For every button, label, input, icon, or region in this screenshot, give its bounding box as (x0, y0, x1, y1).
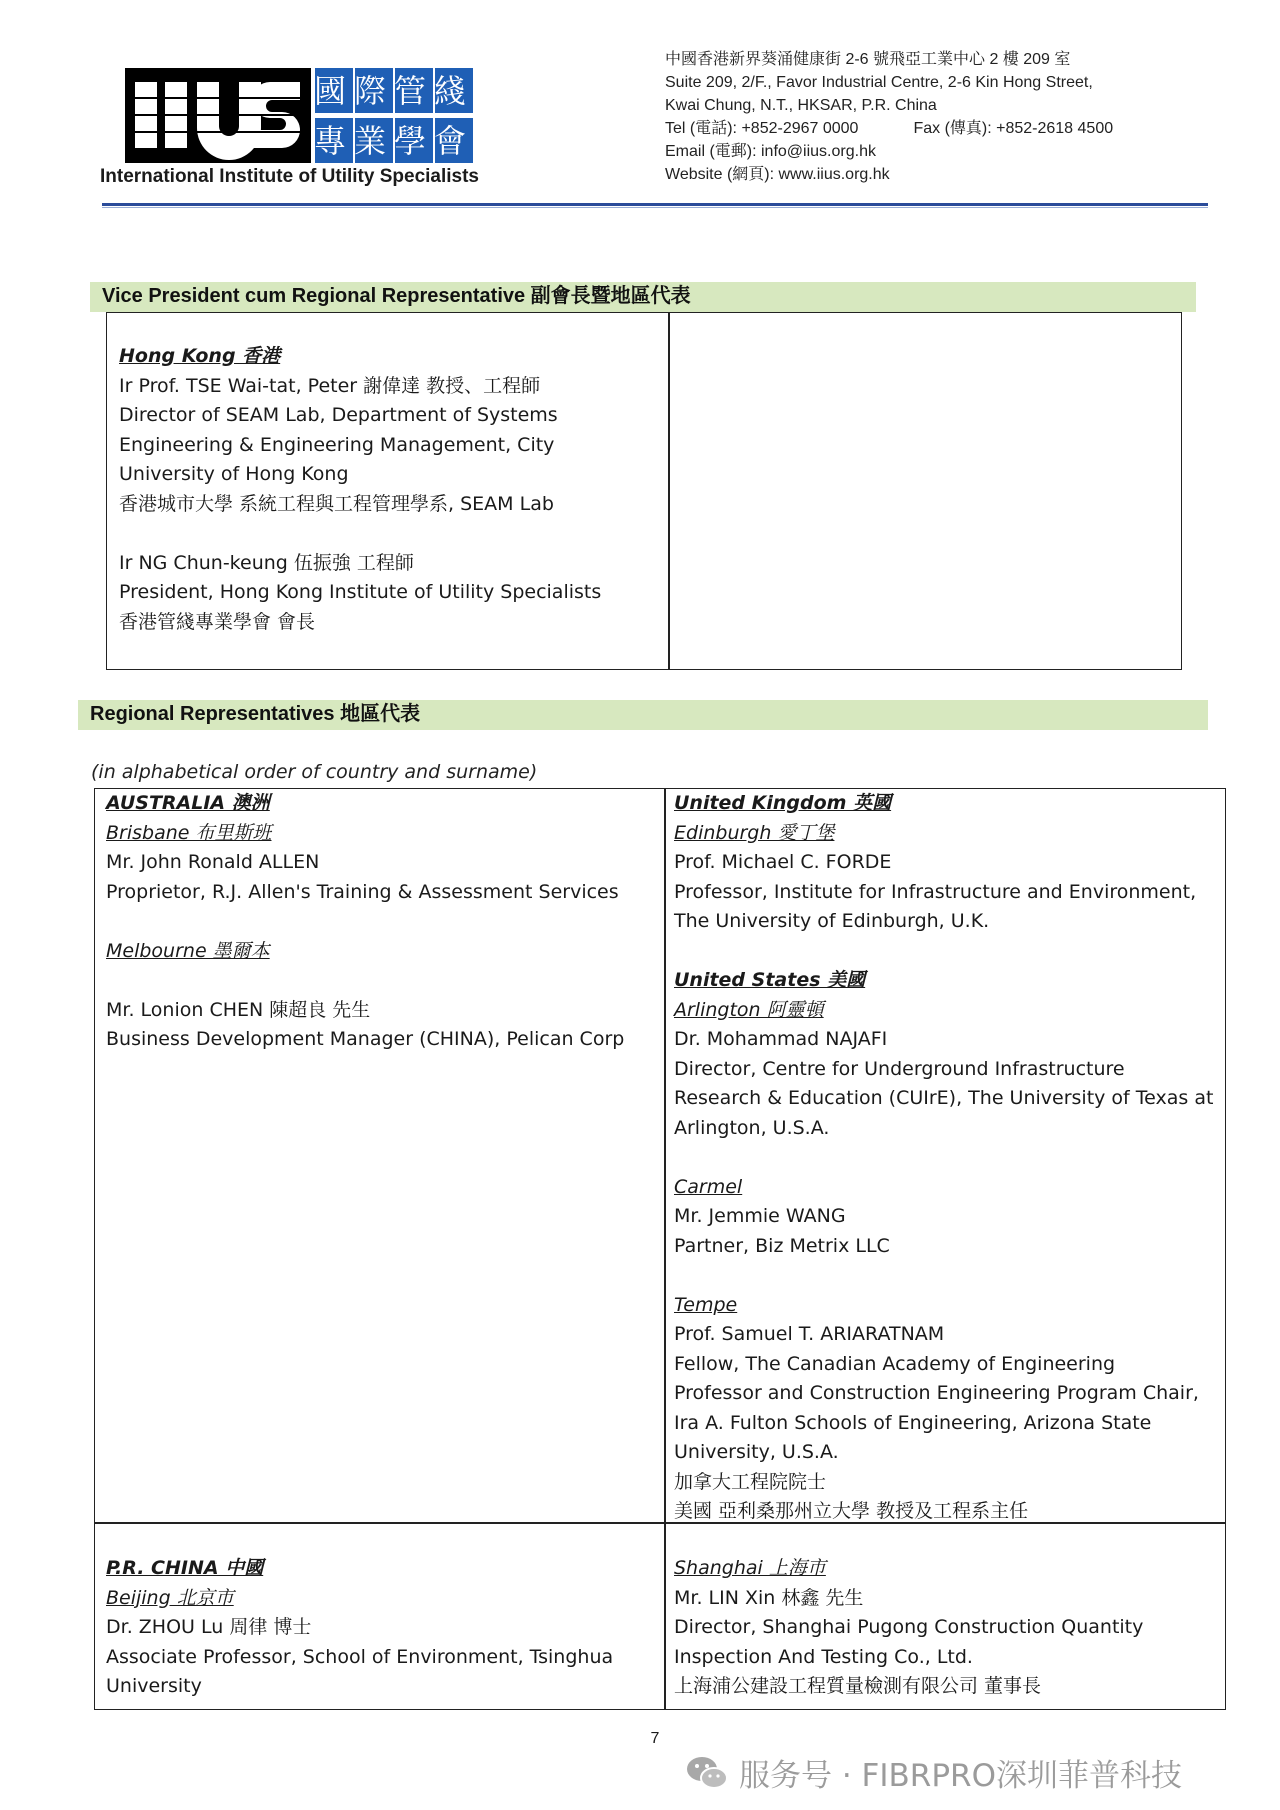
person-title-zh: 香港管綫專業學會 會長 (119, 610, 316, 633)
city-shanghai: Shanghai 上海市 (674, 1557, 826, 1579)
person-title: Engineering & Engineering Management, City (119, 433, 555, 456)
iius-logo (125, 68, 475, 163)
cell-australia (106, 789, 624, 1055)
person-title-zh: 香港城市大學 系統工程與工程管理學系, SEAM Lab (119, 492, 554, 515)
person-title: Professor, Institute for Infrastructure and Environment, (674, 880, 1197, 903)
city-beijing: Beijing 北京市 (106, 1586, 234, 1609)
person-name: Ir Prof. TSE Wai-tat, Peter 謝偉達 教授、工程師 (119, 374, 541, 397)
logo-chinese-bottom: 專業學會 (313, 122, 475, 160)
page-number: 7 (650, 1730, 660, 1747)
person-title-zh: 美國 亞利桑那州立大學 教授及工程系主任 (674, 1500, 1029, 1522)
website: Website (網頁): www.iius.org.hk (665, 166, 890, 183)
city-melbourne: Melbourne 墨爾本 (106, 939, 270, 962)
rr-table-divider (664, 788, 666, 1710)
vp-section-title: Vice President cum Regional Representative 副會長暨地區代表 (90, 282, 1196, 312)
vp-cell-hong-kong (119, 342, 601, 637)
country-china: P.R. CHINA 中國 (106, 1557, 264, 1579)
person-title: President, Hong Kong Institute of Utility Specialists (119, 581, 602, 603)
city-arlington: Arlington 阿靈頓 (674, 998, 824, 1021)
org-name: International Institute of Utility Specialists (100, 166, 479, 187)
header-rule (102, 203, 1208, 206)
person-name: Prof. Michael C. FORDE (674, 851, 892, 873)
person-name: Mr. LIN Xin 林鑫 先生 (674, 1586, 864, 1609)
person-title: Business Development Manager (CHINA), Pelican Corp (106, 1028, 625, 1050)
person-name: Mr. John Ronald ALLEN (106, 851, 320, 873)
person-title: Fellow, The Canadian Academy of Engineering (674, 1352, 1116, 1375)
cell-china (106, 1554, 613, 1702)
person-name: Mr. Lonion CHEN 陳超良 先生 (106, 998, 371, 1021)
contact-block (665, 48, 1225, 186)
person-title: Director of SEAM Lab, Department of Systems (119, 404, 558, 426)
person-title: Research & Education (CUIrE), The University of Texas at (674, 1087, 1214, 1109)
cell-shanghai (674, 1554, 1143, 1702)
person-title: Director, Shanghai Pugong Construction Quantity (674, 1616, 1144, 1638)
person-name: Ir NG Chun-keung 伍振強 工程師 (119, 551, 414, 574)
person-title: University of Hong Kong (119, 463, 349, 485)
wechat-icon (685, 1754, 729, 1792)
watermark (685, 1750, 1182, 1795)
tel: Tel (電話): +852-2967 0000 (665, 120, 859, 137)
vp-table-divider (668, 312, 670, 670)
alphabetical-note: (in alphabetical order of country and surname) (91, 761, 538, 783)
person-title: University (106, 1675, 202, 1697)
city-edinburgh: Edinburgh 愛丁堡 (674, 821, 835, 844)
city-carmel: Carmel (674, 1175, 743, 1198)
person-name: Prof. Samuel T. ARIARATNAM (674, 1323, 945, 1345)
country-united-kingdom: United Kingdom 英國 (674, 792, 892, 814)
rr-section-title: Regional Representatives 地區代表 (78, 700, 1208, 730)
fax: Fax (傳真): +852-2618 4500 (913, 120, 1114, 137)
person-title: Director, Centre for Underground Infrastructure (674, 1057, 1125, 1080)
person-title: Inspection And Testing Co., Ltd. (674, 1645, 973, 1668)
person-name: Dr. ZHOU Lu 周律 博士 (106, 1616, 312, 1638)
person-title-zh: 加拿大工程院院士 (674, 1470, 827, 1493)
person-name: Mr. Jemmie WANG (674, 1205, 846, 1227)
address-zh: 中國香港新界葵涌健康街 2-6 號飛亞工業中心 2 樓 209 室 (665, 51, 1071, 68)
logo-chinese-top: 國際管綫 (313, 72, 475, 110)
address-en-2: Kwai Chung, N.T., HKSAR, P.R. China (665, 97, 937, 114)
person-title-zh: 上海浦公建設工程質量檢測有限公司 董事長 (674, 1675, 1042, 1697)
person-title: Proprietor, R.J. Allen's Training & Assessment Services (106, 880, 619, 903)
person-title: Professor and Construction Engineering Program Chair, (674, 1382, 1199, 1404)
region-hong-kong: Hong Kong 香港 (119, 345, 281, 367)
person-title: Associate Professor, School of Environment, Tsinghua (106, 1645, 614, 1668)
cell-uk-us (674, 789, 1213, 1527)
country-australia: AUSTRALIA 澳洲 (106, 792, 270, 814)
country-united-states: United States 美國 (674, 969, 866, 991)
person-title: Arlington, U.S.A. (674, 1116, 830, 1139)
watermark-text: 服务号 · FIBRPRO深圳菲普科技 (739, 1758, 1182, 1794)
tel-fax-line (665, 117, 1225, 140)
person-name: Dr. Mohammad NAJAFI (674, 1028, 888, 1050)
person-title: Partner, Biz Metrix LLC (674, 1234, 890, 1257)
header-rule-thin (102, 207, 1208, 208)
address-en-1: Suite 209, 2/F., Favor Industrial Centre, 2-6 Kin Hong Street, (665, 74, 1093, 91)
city-brisbane: Brisbane 布里斯班 (106, 821, 272, 844)
city-tempe: Tempe (674, 1293, 738, 1316)
person-title: Ira A. Fulton Schools of Engineering, Arizona State (674, 1411, 1152, 1434)
person-title: The University of Edinburgh, U.K. (674, 910, 990, 932)
person-title: University, U.S.A. (674, 1441, 839, 1463)
email: Email (電郵): info@iius.org.hk (665, 143, 876, 160)
